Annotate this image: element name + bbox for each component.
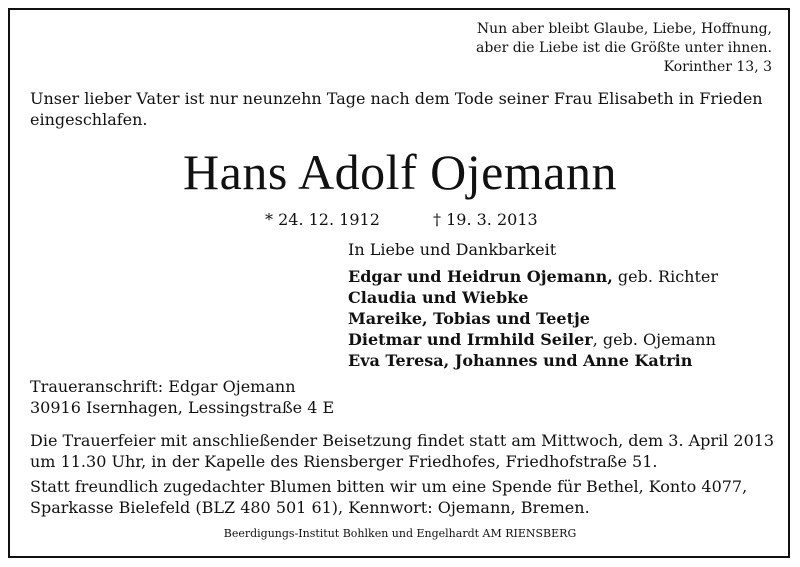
address-line-1: Traueranschrift: Edgar Ojemann <box>30 377 296 396</box>
family-row <box>348 329 718 350</box>
service-line-1: Die Trauerfeier mit anschließender Beisetzung findet statt am Mittwoch, dem 3. April 2013 <box>30 431 775 450</box>
death-date: † 19. 3. 2013 <box>433 210 538 229</box>
family-list <box>348 266 718 371</box>
service-line-2: um 11.30 Uhr, in der Kapelle des Riensberger Friedhofes, Friedhofstraße 51. <box>30 452 658 471</box>
donation-line-1: Statt freundlich zugedachter Blumen bitten wir um eine Spende für Bethel, Konto 4077, <box>30 477 748 496</box>
family-names: Edgar und Heidrun Ojemann, <box>348 267 613 286</box>
verse-reference: Korinther 13, 3 <box>663 59 772 75</box>
love-line: In Liebe und Dankbarkeit <box>348 240 557 259</box>
service-info <box>30 430 775 472</box>
family-row <box>348 266 718 287</box>
family-names: Dietmar und Irmhild Seiler <box>348 330 593 349</box>
deceased-name: Hans Adolf Ojemann <box>183 144 617 200</box>
address-line-2: 30916 Isernhagen, Lessingstraße 4 E <box>30 398 335 417</box>
family-names: Claudia und Wiebke <box>348 288 529 307</box>
donation-line-2: Sparkasse Bielefeld (BLZ 480 501 61), Kennwort: Ojemann, Bremen. <box>30 498 590 517</box>
verse-line-2: aber die Liebe ist die Größte unter ihnen. <box>476 40 772 56</box>
intro-line-1: Unser lieber Vater ist nur neunzehn Tage nach dem Tode seiner Frau Elisabeth in Frieden <box>30 89 763 108</box>
family-names: Mareike, Tobias und Teetje <box>348 309 590 328</box>
birth-date: * 24. 12. 1912 <box>265 210 380 229</box>
family-row <box>348 308 718 329</box>
bible-verse <box>476 20 772 77</box>
family-names: Eva Teresa, Johannes und Anne Katrin <box>348 351 693 370</box>
family-suffix: geb. Richter <box>612 267 719 286</box>
family-row <box>348 287 718 308</box>
family-suffix: , geb. Ojemann <box>592 330 716 349</box>
donation-info <box>30 476 775 518</box>
intro-line-2: eingeschlafen. <box>30 110 148 129</box>
mourning-address <box>30 376 334 418</box>
funeral-home: Beerdigungs-Institut Bohlken und Engelhardt AM RIENSBERG <box>223 527 577 540</box>
intro-text <box>30 88 770 130</box>
verse-line-1: Nun aber bleibt Glaube, Liebe, Hoffnung, <box>476 21 772 37</box>
family-row <box>348 350 718 371</box>
